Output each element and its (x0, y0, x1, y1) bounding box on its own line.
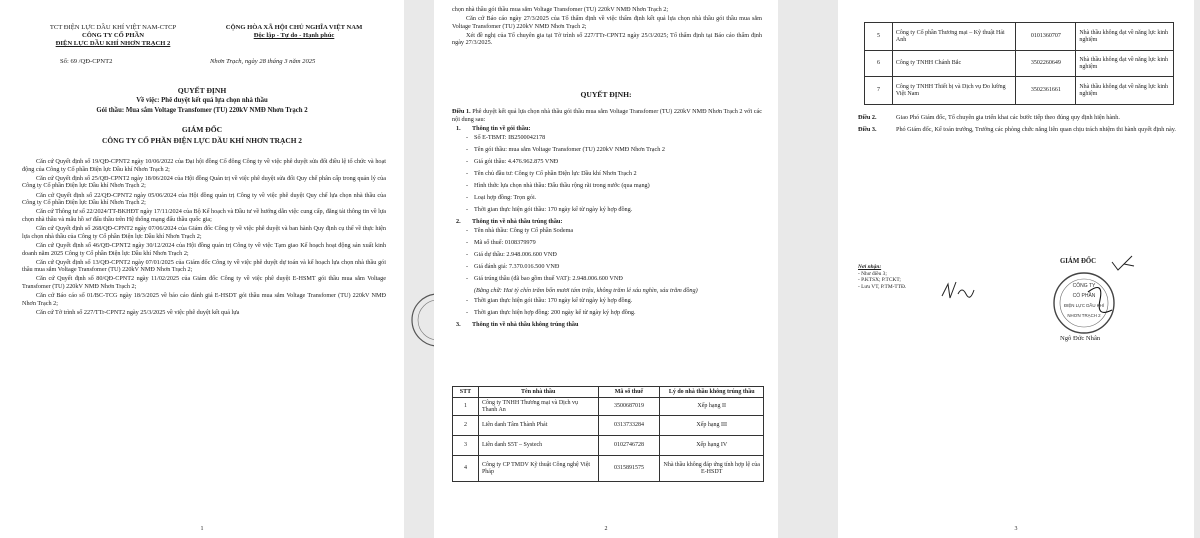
table-cell: Xếp hạng III (660, 416, 764, 436)
list-item: - Loại hợp đồng: Trọn gói. (474, 194, 762, 202)
table-cell: Nhà thầu không đạt về năng lực kinh nghiệm (1076, 77, 1174, 105)
table-cell: 7 (865, 77, 893, 105)
seal-text: CỔ PHẦN (1072, 293, 1096, 299)
list-item: - Giá đánh giá: 7.370.016.500 VNĐ (474, 263, 762, 271)
table-cell: Công ty TNHH Chánh Bắc (892, 51, 1016, 77)
amount-in-words: (Bằng chữ: Hai tỷ chín trăm bốn mươi tám triệu, không trăm lẻ sáu nghìn, sáu trăm đồng) (474, 287, 698, 295)
table-cell: Liên danh Tâm Thành Phát (478, 416, 598, 436)
subject-line-2: Gói thầu: Mua sắm Voltage Transfomer (TU) 220kV NMĐ Nhơn Trạch 2 (96, 107, 308, 114)
page2-intro (452, 6, 762, 48)
article-1-body: Phê duyệt kết quả lựa chọn nhà thầu gói thầu mua sắm Voltage Transfomer (TU) 220kV NMĐ Nhơn Trạch 2 với các nội dung sau: (452, 108, 762, 123)
table-cell: Nhà thầu không đạt về năng lực kinh nghiệm (1076, 51, 1174, 77)
basis-paragraph: Căn cứ Quyết định số 22/QĐ-CPNT2 ngày 05/06/2024 của Hội đồng quản trị Công ty về việc phê duyệt Quy chế lựa chọn nhà thầu của Công ty Cổ phần Điện lực Dầu khí Nhơn Trạch 2; (22, 191, 386, 207)
list-item: - Hình thức lựa chọn nhà thầu: Đấu thầu rộng rãi trong nước (qua mạng) (474, 182, 762, 190)
table-cell: Xếp hạng II (660, 398, 764, 416)
signer-name: Ngô Đức Nhân (1060, 335, 1101, 342)
recipients-title: Nơi nhận: (858, 264, 882, 270)
table-cell: 3 (453, 436, 479, 456)
header-left (28, 24, 198, 48)
list-item: - Tên nhà thầu: Công ty Cổ phần Sodema (474, 227, 762, 235)
article-2 (858, 114, 1176, 122)
recipient-item: - Lưu VT, P.TM-TTĐ. (858, 283, 907, 290)
list-item: - Số E-TBMT: IB2500042178 (474, 134, 762, 142)
table-row (865, 77, 1174, 105)
table-cell: Công ty Cổ phần Thương mại – Kỹ thuật Hải Anh (892, 23, 1016, 51)
table-cell: Nhà thầu không đạt về năng lực kinh nghiệm (1076, 23, 1174, 51)
list-item: - Tên gói thầu: mua sắm Voltage Transfomer (TU) 220kV NMĐ Nhơn Trạch 2 (474, 146, 762, 154)
basis-paragraph: Căn cứ Quyết định số 13/QĐ-CPNT2 ngày 07/01/2025 của Giám đốc Công ty về việc phê duyệt dự toán và kế hoạch lựa chọn nhà thầu gói thầu mua sắm Voltage Transfomer (TU) 220kV NMĐ Nhơn Trạch 2; (22, 258, 386, 274)
page-edge-stamp-icon (404, 290, 434, 350)
losing-bidders-table (452, 386, 764, 482)
table-cell: 3502361661 (1016, 77, 1076, 105)
table-cell: 1 (453, 398, 479, 416)
table-cell: Công ty TNHH Thiết bị và Dịch vụ Đo lường Việt Nam (892, 77, 1016, 105)
basis-paragraph: Căn cứ Quyết định số 19/QĐ-CPNT2 ngày 10/06/2022 của Đại hội đồng Cổ đông Công ty về việc phê duyệt sửa đổi điều lệ tổ chức và hoạt động của Công ty Cổ phần Điện lực Dầu khí Nhơn Trạch 2; (22, 158, 386, 173)
seal-text: NHƠN TRẠCH 2 (1067, 313, 1101, 318)
table-cell: 0102746728 (598, 436, 660, 456)
table-header-row (453, 387, 764, 398)
list-item: - Thời gian thực hiện gói thầu: 170 ngày kể từ ngày ký hợp đồng. (474, 297, 762, 305)
article-1-text (452, 108, 762, 123)
table-row (453, 436, 764, 456)
column-header: STT (453, 387, 479, 398)
recipient-item: - Như điều 3; (858, 270, 887, 277)
signer-title: GIÁM ĐỐC (1060, 258, 1097, 265)
recipients-block (858, 264, 906, 290)
section-3-title: Thông tin về nhà thầu không trúng thầu (472, 320, 579, 328)
table-cell: Xếp hạng IV (660, 436, 764, 456)
document-page-2 (434, 0, 778, 538)
losing-bidders-table-continued (864, 22, 1174, 105)
table-cell: 2 (453, 416, 479, 436)
document-page-3 (838, 0, 1194, 538)
initials-signature-icon (938, 276, 978, 306)
document-page-1 (0, 0, 404, 538)
winner-timing-list (452, 297, 762, 317)
table-row (453, 398, 764, 416)
package-info-list (452, 134, 762, 214)
table-cell: 5 (865, 23, 893, 51)
page-number: 2 (604, 526, 608, 532)
section-2-title: Thông tin về nhà thầu trúng thầu: (472, 218, 563, 226)
table-cell: Nhà thầu không đáp ứng tính hợp lệ của E-HSDT (660, 456, 764, 482)
section-3-heading (452, 321, 762, 329)
list-item: - Thời gian thực hiện hợp đồng: 200 ngày kể từ ngày ký hợp đồng. (474, 309, 762, 317)
table-cell: Công ty CP TMDV Kỹ thuật Công nghệ Việt Pháp (478, 456, 598, 482)
subject-line-1: Về việc: Phê duyệt kết quả lựa chọn nhà thầu (136, 97, 268, 104)
document-number: Số: 69 /QĐ-CPNT2 (60, 58, 113, 65)
article-3-label: Điều 3. (858, 125, 877, 133)
column-header: Mã số thuế (598, 387, 660, 398)
list-item: - Mã số thuế: 0108379979 (474, 239, 762, 247)
section-1-number: 1. (456, 125, 461, 133)
company-line-2: ĐIỆN LỰC DẦU KHÍ NHƠN TRẠCH 2 (55, 40, 171, 47)
table-cell: 0315891575 (598, 456, 660, 482)
column-header: Tên nhà thầu (478, 387, 598, 398)
basis-paragraph: Căn cứ Quyết định số 25/QĐ-CPNT2 ngày 18/06/2024 của Hội đồng Quản trị về việc phê duyệt sửa đổi Quy chế phân cấp trong quản lý của Công ty Cổ phần Điện lực Dầu khí Nhơn Trạch 2; (22, 174, 386, 190)
section-1-heading (452, 125, 762, 133)
table-cell: 0101360707 (1016, 23, 1076, 51)
table-row (865, 51, 1174, 77)
table-row (453, 456, 764, 482)
table-cell: Công ty TNHH Thương mại và Dịch vụ Thanh An (478, 398, 598, 416)
article-2-body: Giao Phó Giám đốc, Tổ chuyên gia triển khai các bước tiếp theo đúng quy định hiện hành. (896, 114, 1120, 121)
list-item: - Thời gian thực hiện gói thầu: 170 ngày kể từ ngày ký hợp đồng. (474, 206, 762, 214)
basis-paragraph: Căn cứ Quyết định số 46/QĐ-CPNT2 ngày 30/12/2024 của Hội đồng quản trị Công ty về việc Tạm giao Kế hoạch hoạt động sản xuất kinh doanh năm 2025 Công ty Cổ phần Điện lực Dầu khí Nhơn Trạch 2; (22, 241, 386, 257)
header-right (204, 24, 384, 40)
list-item: - Giá trúng thầu (đã bao gồm thuế VAT): 2.948.006.600 VNĐ (474, 275, 762, 283)
section-2-number: 2. (456, 218, 461, 226)
winner-info-list (452, 227, 762, 283)
article-1-label: Điều 1. (452, 108, 471, 115)
company-seal (1048, 270, 1124, 336)
seal-text: ĐIỆN LỰC DẦU KHÍ (1063, 303, 1105, 308)
section-2-heading (452, 218, 762, 226)
table-row (865, 23, 1174, 51)
section-1-title: Thông tin về gói thầu: (472, 125, 531, 133)
basis-paragraph: Căn cứ Quyết định số 268/QĐ-CPNT2 ngày 07/06/2024 của Giám đốc Công ty về việc phê duyệt và ban hành Quy định cụ thể về thực hiện lựa chọn nhà thầu của Công ty Cổ phần Điện lực Dầu khí Nhơn Trạch 2; (22, 225, 386, 240)
basis-paragraph: Căn cứ Tờ trình số 227/TTr-CPNT2 ngày 25/3/2025 về việc phê duyệt kết quả lựa (36, 309, 240, 317)
table-cell: Liên danh S5T – Systech (478, 436, 598, 456)
company-seal-icon (1048, 270, 1124, 336)
column-header: Lý do nhà thầu không trúng thầu (660, 387, 764, 398)
list-item: - Giá gói thầu: 4.476.962.875 VNĐ (474, 158, 762, 166)
intro-line: chọn nhà thầu gói thầu mua sắm Voltage Transfomer (TU) 220kV NMĐ Nhơn Trạch 2; (452, 6, 669, 13)
company-line-1: CÔNG TY CỔ PHẦN (81, 32, 145, 39)
section-3-number: 3. (456, 320, 461, 328)
list-item: - Tên chủ đầu tư: Công ty Cổ phần Điện lực Dầu khí Nhơn Trạch 2 (474, 170, 762, 178)
table-row (453, 416, 764, 436)
articles-2-3 (858, 114, 1176, 137)
basis-paragraph: Căn cứ Thông tư số 22/2024/TT-BKHĐT ngày 17/11/2024 của Bộ Kế hoạch và Đầu tư về hướng dẫn việc cung cấp, đăng tải thông tin về lựa chọn nhà thầu và mẫu hồ sơ đấu thầu trên Hệ thống mạng đấu thầu quốc gia; (22, 208, 386, 223)
table-cell: 3500687019 (598, 398, 660, 416)
seal-text: CÔNG TY (1072, 283, 1096, 289)
table-cell: 3502260649 (1016, 51, 1076, 77)
article-3-body: Phó Giám đốc, Kế toán trưởng, Trưởng các phòng chức năng liên quan chịu trách nhiệm thi hành quyết định này. (896, 125, 1176, 133)
article-3 (858, 126, 1176, 134)
decision-heading: QUYẾT ĐỊNH: (580, 90, 632, 99)
table-cell: 4 (453, 456, 479, 482)
article-2-label: Điều 2. (858, 114, 877, 121)
page-number: 1 (200, 526, 204, 532)
legal-basis (22, 158, 386, 318)
table-cell: 0313733284 (598, 416, 660, 436)
authority-title: GIÁM ĐỐC (181, 125, 223, 134)
decision-title: QUYẾT ĐỊNH (177, 86, 227, 95)
intro-line: Căn cứ Báo cáo ngày 27/3/2025 của Tổ thẩm định về việc thẩm định kết quả lựa chọn nhà thầu gói thầu mua sắm Voltage Transfomer (TU) 220kV NMĐ Nhơn Trạch 2; (452, 15, 762, 30)
place-date: Nhơn Trạch, ngày 28 tháng 3 năm 2025 (210, 58, 316, 65)
article-1 (452, 106, 762, 330)
table-cell: 6 (865, 51, 893, 77)
recipient-item: - P.KTSX; P.TCKT; (858, 277, 901, 283)
parent-company: TCT ĐIỆN LỰC DẦU KHÍ VIỆT NAM-CTCP (49, 24, 177, 31)
basis-paragraph: Căn cứ Quyết định số 80/QĐ-CPNT2 ngày 11/02/2025 của Giám đốc Công ty về việc phê duyệt E-HSMT gói thầu mua sắm Voltage Transfomer (TU) 220kV NMĐ Nhơn Trạch 2; (22, 275, 386, 291)
basis-paragraph: Căn cứ Báo cáo số 01/BC-TCG ngày 18/3/2025 về báo cáo đánh giá E-HSDT gói thầu mua sắm Voltage Transfomer (TU) 220kV NMĐ Nhơn Trạch 2; (22, 292, 386, 307)
page-number: 3 (1014, 526, 1018, 532)
national-motto: Độc lập - Tự do - Hạnh phúc (253, 32, 335, 39)
list-item: - Giá dự thầu: 2.948.006.600 VNĐ (474, 251, 762, 259)
intro-line: Xét đề nghị của Tổ chuyên gia tại Tờ trình số 227/TTr-CPNT2 ngày 25/3/2025; Tổ thẩm định tại Báo cáo thẩm định ngày 27/3/2025. (452, 31, 762, 47)
authority-company: CÔNG TY CỔ PHẦN ĐIỆN LỰC DẦU KHÍ NHƠN TRẠCH 2 (102, 136, 302, 145)
national-title: CỘNG HÒA XÃ HỘI CHỦ NGHĨA VIỆT NAM (225, 24, 363, 31)
